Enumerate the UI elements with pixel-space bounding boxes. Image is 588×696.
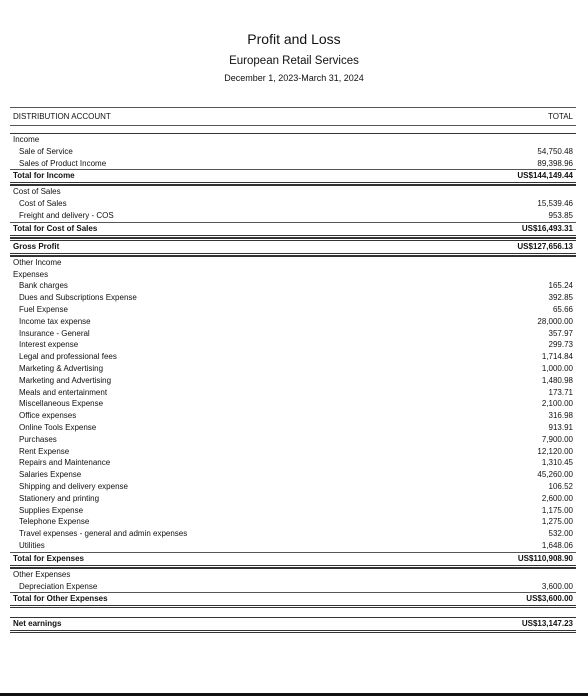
- account-label: Cost of Sales: [19, 199, 67, 209]
- table-row: [10, 410, 576, 422]
- account-amount: 65.66: [552, 304, 573, 314]
- gross-profit-section: [10, 238, 576, 256]
- cost-of-sales-section: [10, 185, 576, 237]
- account-label: Marketing and Advertising: [19, 375, 112, 385]
- account-label: Bank charges: [19, 281, 68, 291]
- account-amount: 7,900.00: [541, 434, 573, 444]
- account-label: Repairs and Maintenance: [19, 458, 111, 468]
- account-amount: 28,000.00: [537, 316, 573, 326]
- account-label: Sales of Product Income: [19, 158, 107, 168]
- account-amount: 2,100.00: [541, 399, 573, 409]
- column-header-row: [10, 107, 576, 126]
- account-amount: 1,310.45: [541, 458, 573, 468]
- expenses-total-row: [10, 552, 576, 568]
- table-row: [10, 481, 576, 493]
- account-label: Income tax expense: [19, 316, 91, 326]
- account-amount: 1,275.00: [541, 517, 573, 527]
- table-row: [10, 387, 576, 399]
- account-label: Purchases: [19, 434, 57, 444]
- table-row: [10, 328, 576, 340]
- table-row: [10, 316, 576, 328]
- account-label: Office expenses: [19, 411, 77, 421]
- account-amount: 15,539.46: [537, 199, 573, 209]
- account-label: Stationery and printing: [19, 493, 100, 503]
- table-row: [10, 516, 576, 528]
- table-row: [10, 292, 576, 304]
- account-amount: 1,175.00: [541, 505, 573, 515]
- table-row: [10, 581, 576, 593]
- net-earnings-amount: US$13,147.23: [521, 619, 573, 629]
- income-header: Income: [13, 135, 40, 144]
- table-row: [10, 304, 576, 316]
- account-amount: 45,260.00: [537, 470, 573, 480]
- table-row: [10, 375, 576, 387]
- table-row: [10, 434, 576, 446]
- table-row: [10, 469, 576, 481]
- table-row: [10, 198, 576, 210]
- account-label: Interest expense: [19, 340, 79, 350]
- profit-loss-table: [10, 107, 576, 633]
- account-label: Insurance - General: [19, 328, 90, 338]
- account-amount: 392.85: [548, 293, 573, 303]
- account-amount: 532.00: [548, 529, 573, 539]
- other-income-header: Other Income: [13, 257, 62, 267]
- account-amount: 165.24: [548, 281, 573, 291]
- income-section: [10, 133, 576, 185]
- account-label: Depreciation Expense: [19, 581, 98, 591]
- report-period: December 1, 2023-March 31, 2024: [224, 73, 364, 83]
- total-label: Total for Cost of Sales: [13, 223, 98, 233]
- gross-profit-label: Gross Profit: [13, 241, 60, 251]
- expenses-header: Expenses: [13, 269, 49, 279]
- table-row: [10, 363, 576, 375]
- account-label: Marketing & Advertising: [19, 363, 104, 373]
- account-amount: 1,000.00: [541, 363, 573, 373]
- table-row: [10, 339, 576, 351]
- account-amount: 173.71: [548, 387, 573, 397]
- account-label: Sale of Service: [19, 146, 73, 156]
- section-header-row: [10, 134, 576, 146]
- account-label: Online Tools Expense: [19, 422, 97, 432]
- table-row: [10, 446, 576, 458]
- total-label: Total for Other Expenses: [13, 594, 108, 604]
- report-title: Profit and Loss: [247, 31, 341, 47]
- account-amount: 54,750.48: [537, 146, 573, 156]
- company-name: European Retail Services: [229, 55, 359, 67]
- account-label: Miscellaneous Expense: [19, 399, 104, 409]
- table-row: [10, 398, 576, 410]
- account-amount: 1,714.84: [541, 352, 573, 362]
- gross-profit-amount: US$127,656.13: [517, 241, 573, 251]
- account-label: Freight and delivery - COS: [19, 210, 114, 220]
- expense-list: [10, 280, 576, 551]
- table-row: [10, 505, 576, 517]
- account-label: Supplies Expense: [19, 505, 84, 515]
- account-amount: 89,398.96: [537, 158, 573, 168]
- table-row: [10, 528, 576, 540]
- account-amount: 299.73: [548, 340, 573, 350]
- account-label: Shipping and delivery expense: [19, 481, 128, 491]
- section-header-row: [10, 269, 576, 281]
- table-row: [10, 422, 576, 434]
- table-row: [10, 146, 576, 158]
- account-amount: 316.98: [548, 411, 573, 421]
- table-row: [10, 540, 576, 552]
- account-label: Dues and Subscriptions Expense: [19, 293, 137, 303]
- account-label: Legal and professional fees: [19, 352, 117, 362]
- account-amount: 2,600.00: [541, 493, 573, 503]
- income-total-row: [10, 169, 576, 185]
- account-amount: 913.91: [548, 422, 573, 432]
- other-expenses-total-row: [10, 592, 576, 608]
- account-label: Fuel Expense: [19, 304, 68, 314]
- table-row: [10, 280, 576, 292]
- total-label: Total for Income: [13, 171, 75, 181]
- total-amount: US$110,908.90: [517, 553, 573, 563]
- account-label: Rent Expense: [19, 446, 70, 456]
- net-earnings-section: [10, 617, 576, 633]
- account-amount: 1,480.98: [541, 375, 573, 385]
- table-row: [10, 351, 576, 363]
- table-row: [10, 457, 576, 469]
- total-label: Total for Expenses: [13, 553, 84, 563]
- net-earnings-row: [10, 618, 576, 633]
- account-amount: 953.85: [548, 210, 573, 220]
- total-column-header: TOTAL: [547, 112, 573, 121]
- account-label: Salaries Expense: [19, 470, 82, 480]
- account-label: Utilities: [19, 540, 45, 550]
- net-earnings-label: Net earnings: [13, 619, 62, 629]
- section-header-row: [10, 257, 576, 269]
- total-amount: US$16,493.31: [521, 223, 573, 233]
- expenses-section: [10, 256, 576, 568]
- account-label: Travel expenses - general and admin expenses: [19, 529, 188, 539]
- account-label: Telephone Expense: [19, 517, 90, 527]
- cost-of-sales-total-row: [10, 222, 576, 238]
- total-amount: US$3,600.00: [526, 594, 573, 604]
- account-amount: 1,648.06: [541, 540, 573, 550]
- account-amount: 357.97: [548, 328, 573, 338]
- account-label: Meals and entertainment: [19, 387, 108, 397]
- table-row: [10, 493, 576, 505]
- account-amount: 3,600.00: [541, 581, 573, 591]
- account-column-header: DISTRIBUTION ACCOUNT: [13, 112, 111, 121]
- other-expenses-header: Other Expenses: [13, 569, 71, 579]
- gross-profit-row: [10, 241, 576, 256]
- account-amount: 106.52: [548, 481, 573, 491]
- cost-of-sales-header: Cost of Sales: [13, 187, 61, 197]
- section-header-row: [10, 186, 576, 198]
- table-row: [10, 158, 576, 170]
- account-amount: 12,120.00: [537, 446, 573, 456]
- table-row: [10, 210, 576, 222]
- total-amount: US$144,149.44: [517, 171, 573, 181]
- section-header-row: [10, 569, 576, 581]
- other-expenses-section: [10, 568, 576, 609]
